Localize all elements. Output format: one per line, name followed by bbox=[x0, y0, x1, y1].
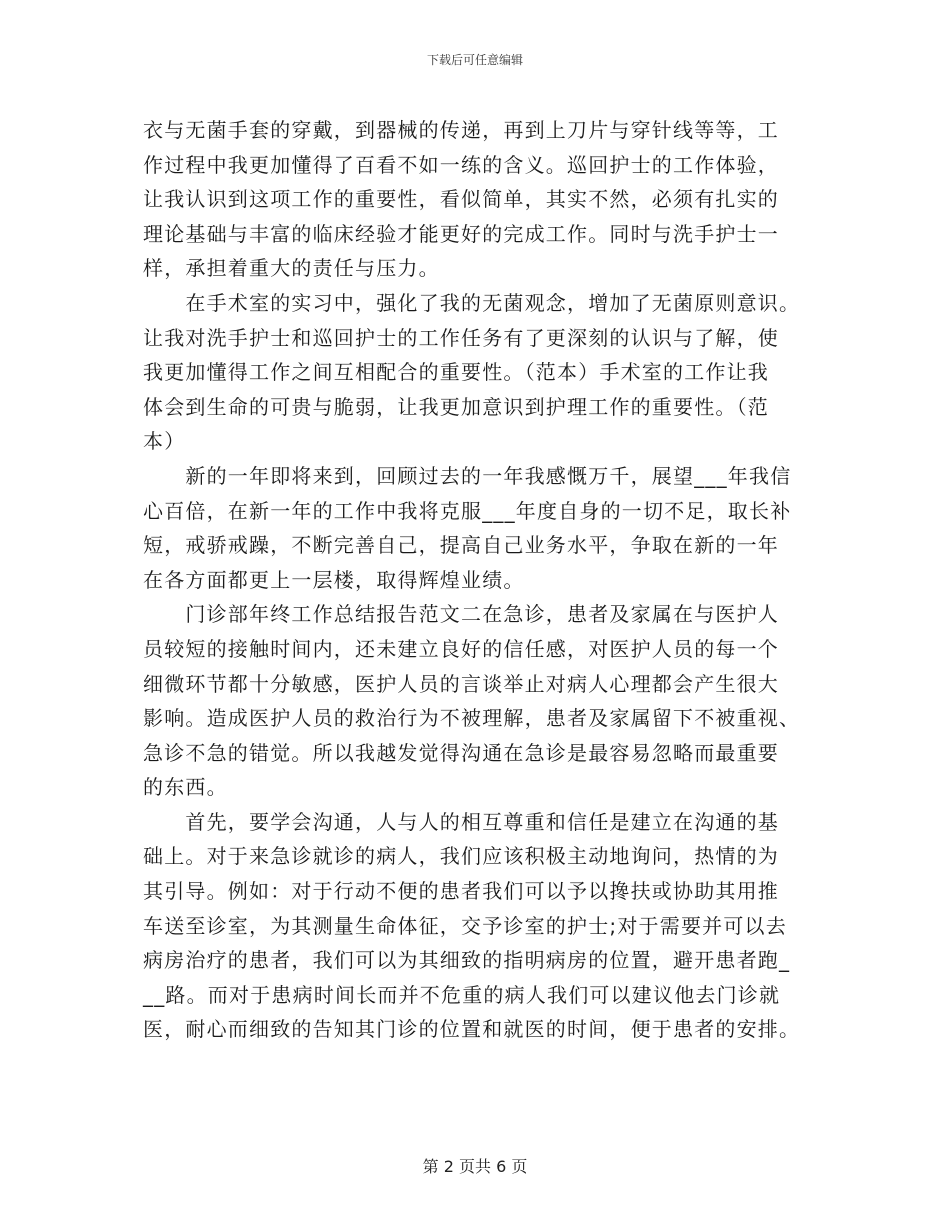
text-line: 细微环节都十分敏感，医护人员的言谈举止对病人心理都会产生很大 bbox=[143, 671, 779, 696]
text-line: 首先，要学会沟通，人与人的相互尊重和信任是建立在沟通的基 bbox=[143, 809, 779, 834]
text-line: 在手术室的实习中，强化了我的无菌观念，增加了无菌原则意识。 bbox=[143, 290, 801, 315]
text-line: 让我对洗手护士和巡回护士的工作任务有了更深刻的认识与了解，使 bbox=[143, 325, 779, 350]
text-line: 本） bbox=[143, 429, 186, 454]
text-line: 础上。对于来急诊就诊的病人，我们应该积极主动地询问，热情的为 bbox=[143, 844, 779, 869]
text-line: 样，承担着重大的责任与压力。 bbox=[143, 256, 440, 281]
page-footer: 第 2 页共 6 页 bbox=[422, 1157, 528, 1176]
text-line: 员较短的接触时间内，还未建立良好的信任感，对医护人员的每一个 bbox=[143, 636, 779, 661]
text-line: 体会到生命的可贵与脆弱，让我更加意识到护理工作的重要性。（范 bbox=[143, 394, 769, 419]
text-line: 衣与无菌手套的穿戴，到器械的传递，再到上刀片与穿针线等等，工 bbox=[143, 118, 779, 142]
page-header: 下载后可任意编辑 bbox=[426, 53, 523, 67]
text-line: 短，戒骄戒躁，不断完善自己，提高自己业务水平，争取在新的一年 bbox=[143, 533, 779, 558]
text-line: __路。而对于患病时间长而并不危重的病人我们可以建议他去门诊就 bbox=[143, 982, 781, 1007]
text-line: 我更加懂得工作之间互相配合的重要性。（范本）手术室的工作让我 bbox=[143, 360, 769, 385]
text-line: 理论基础与丰富的临床经验才能更好的完成工作。同时与洗手护士一 bbox=[143, 221, 779, 246]
text-line: 医，耐心而细致的告知其门诊的位置和就医的时间，便于患者的安排。 bbox=[143, 1017, 801, 1042]
text-line: 病房治疗的患者，我们可以为其细致的指明病房的位置，避开患者跑_ bbox=[143, 948, 791, 973]
text-line: 新的一年即将来到，回顾过去的一年我感慨万千，展望___年我信 bbox=[143, 463, 792, 488]
text-line: 门诊部年终工作总结报告范文二在急诊，患者及家属在与医护人 bbox=[143, 602, 779, 627]
text-line: 车送至诊室，为其测量生命体征，交予诊室的护士;对于需要并可以去 bbox=[143, 913, 787, 938]
text-line: 急诊不急的错觉。所以我越发觉得沟通在急诊是最容易忽略而最重要 bbox=[143, 740, 779, 765]
text-line: 影响。造成医护人员的救治行为不被理解，患者及家属留下不被重视、 bbox=[143, 706, 801, 731]
text-line: 作过程中我更加懂得了百看不如一练的含义。巡回护士的工作体验， bbox=[143, 152, 779, 177]
text-line: 的东西。 bbox=[143, 775, 228, 800]
text-line: 在各方面都更上一层楼，取得辉煌业绩。 bbox=[143, 567, 525, 592]
document-body bbox=[143, 113, 815, 1047]
text-line: 心百倍，在新一年的工作中我将克服___年度自身的一切不足，取长补 bbox=[143, 498, 792, 523]
text-line: 其引导。例如：对于行动不便的患者我们可以予以搀扶或协助其用推 bbox=[143, 879, 779, 904]
text-line: 让我认识到这项工作的重要性，看似简单，其实不然，必须有扎实的 bbox=[143, 187, 779, 212]
